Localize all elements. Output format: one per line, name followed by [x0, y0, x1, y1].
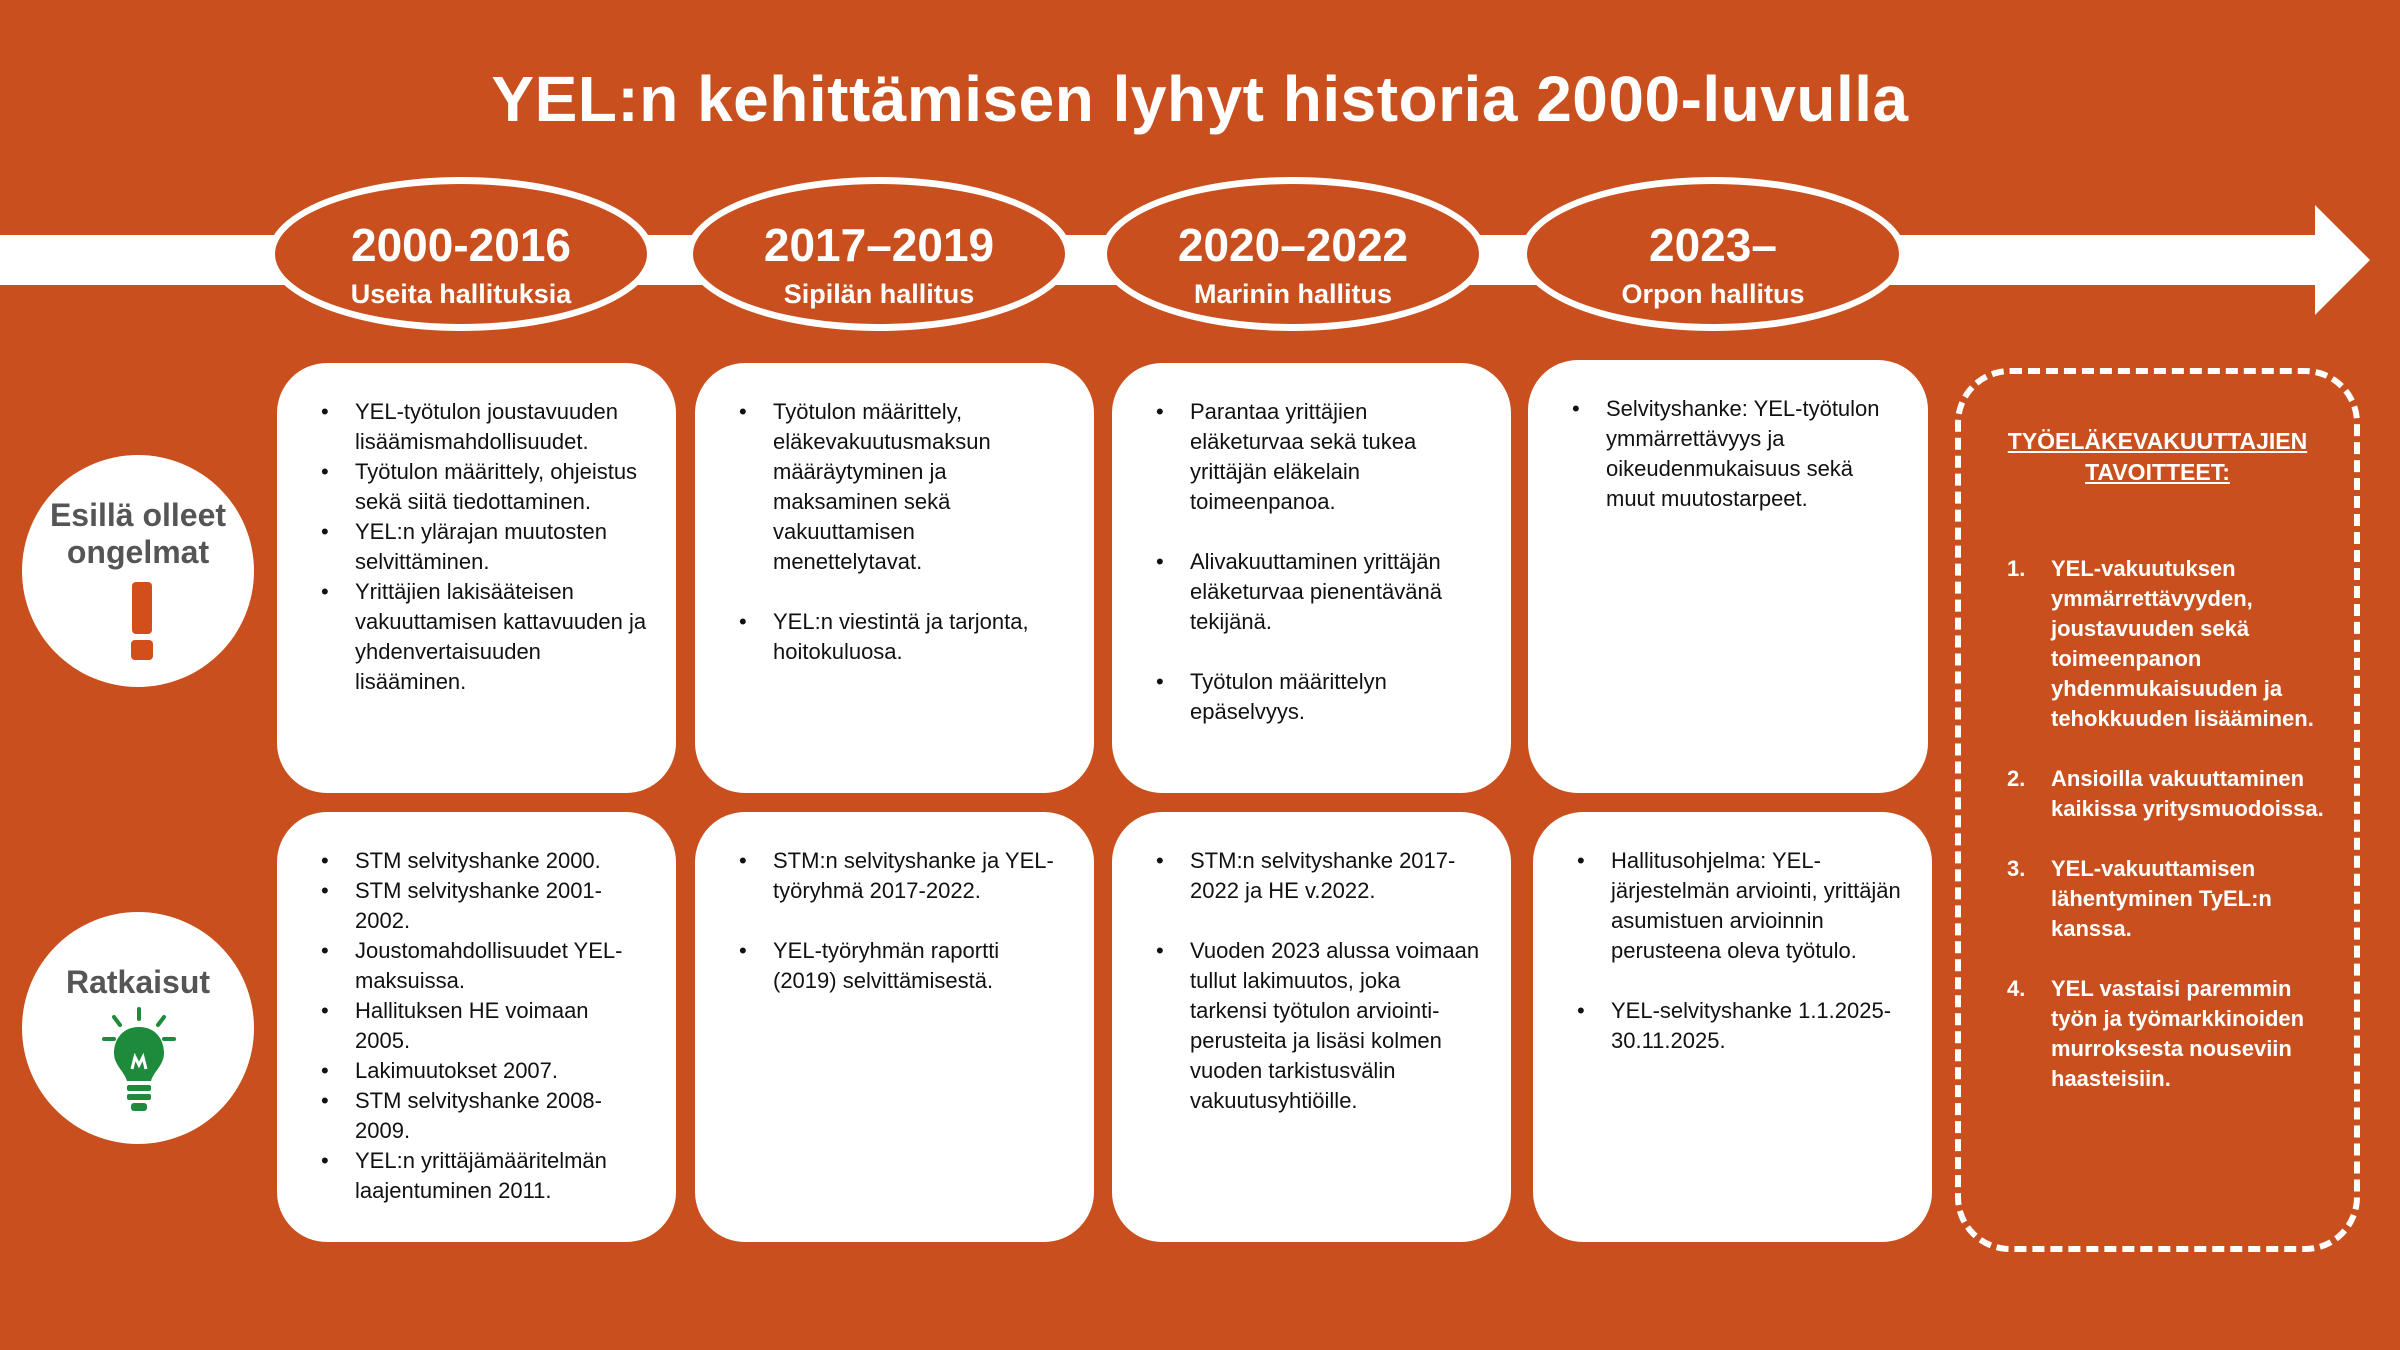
list-item: • Hallituksen HE voimaan 2005. — [355, 996, 648, 1056]
list-item: • Selvityshanke: YEL-työtulon ymmärrettävyys ja oikeudenmukaisuus sekä muut muutostarpeet. — [1606, 394, 1900, 514]
list-item: • YEL:n yrittäjämääritelmän laajentuminen 2011. — [355, 1146, 648, 1206]
list-item: • Vuoden 2023 alussa voimaan tullut lakimuutos, joka tarkensi työtulon arviointi-perusteita ja lisäsi kolmen vuoden tarkistusvälin vakuutusyhtiöille. — [1190, 936, 1483, 1116]
problems-card-2023 — [1528, 360, 1928, 793]
list-item: • STM selvityshanke 2000. — [355, 846, 648, 876]
solutions-card-2020-2022 — [1112, 812, 1511, 1242]
goals-box — [1955, 368, 2360, 1252]
solutions-card-2017-2019 — [695, 812, 1094, 1242]
goal-number: 4. — [2007, 976, 2026, 1001]
goal-text: YEL-vakuutuksen ymmärrettävyyden, joustavuuden sekä toimeenpanon yhdenmukaisuuden ja tehokkuuden lisääminen. — [2051, 556, 2314, 731]
list-item: • STM:n selvityshanke ja YEL-työryhmä 2017-2022. — [773, 846, 1066, 906]
goal-item — [2007, 554, 2332, 734]
goals-heading-line2: TAVOITTEET: — [2085, 459, 2230, 485]
list-item: • STM selvityshanke 2001-2002. — [355, 876, 648, 936]
goals-heading-line1: TYÖELÄKEVAKUUTTAJIEN — [2007, 428, 2308, 454]
problems-label-line1: Esillä olleet — [49, 497, 227, 533]
goal-number: 1. — [2007, 556, 2026, 581]
goal-number: 3. — [2007, 856, 2026, 881]
timeline-arrow-head — [2315, 205, 2370, 315]
list-item: • YEL-työryhmän raportti (2019) selvittämisestä. — [773, 936, 1066, 996]
list-item: • YEL-työtulon joustavuuden lisäämismahdollisuudet. — [355, 397, 648, 457]
goal-item — [2007, 764, 2332, 824]
list-item: • Työtulon määrittely, ohjeistus sekä siitä tiedottaminen. — [355, 457, 648, 517]
list-item: • STM selvityshanke 2008-2009. — [355, 1086, 648, 1146]
period-oval-2023 — [1520, 177, 1906, 331]
list-item: • Työtulon määrittely, eläkevakuutusmaksun määräytyminen ja maksaminen sekä vakuuttamisen menettelytavat. — [773, 397, 1066, 577]
period-years: 2000-2016 — [351, 219, 571, 271]
solutions-card-2023 — [1533, 812, 1932, 1242]
solutions-card-2000-2016 — [277, 812, 676, 1242]
goals-heading — [1961, 426, 2354, 488]
list-item: • YEL:n viestintä ja tarjonta, hoitokuluosa. — [773, 607, 1066, 667]
problems-card-2017-2019 — [695, 363, 1094, 793]
period-years: 2020–2022 — [1177, 219, 1409, 271]
list-item: • Joustomahdollisuudet YEL-maksuissa. — [355, 936, 648, 996]
list-item: • Työtulon määrittelyn epäselvyys. — [1190, 667, 1483, 727]
goal-text: Ansioilla vakuuttaminen kaikissa yritysmuodoissa. — [2051, 766, 2324, 821]
problems-label-line2: ongelmat — [66, 534, 210, 570]
list-item: • YEL-selvityshanke 1.1.2025-30.11.2025. — [1611, 996, 1904, 1056]
goal-text: YEL-vakuuttamisen lähentyminen TyEL:n kanssa. — [2051, 856, 2272, 941]
solutions-row-label — [22, 912, 254, 1144]
page-title: YEL:n kehittämisen lyhyt historia 2000-luvulla — [491, 63, 1909, 135]
period-years: 2023– — [1649, 219, 1777, 271]
solutions-label: Ratkaisut — [65, 964, 211, 1000]
list-item: • Parantaa yrittäjien eläketurvaa sekä tukea yrittäjän eläkelain toimeenpanoa. — [1190, 397, 1483, 517]
exclamation-icon-dot — [131, 640, 153, 660]
list-item: • Hallitusohjelma: YEL-järjestelmän arviointi, yrittäjän asumistuen arvioinnin perusteena oleva työtulo. — [1611, 846, 1904, 966]
list-item: • YEL:n ylärajan muutosten selvittäminen. — [355, 517, 648, 577]
period-government: Sipilän hallitus — [783, 279, 975, 309]
goals-list — [2007, 554, 2332, 1124]
list-item: • Lakimuutokset 2007. — [355, 1056, 648, 1086]
period-years: 2017–2019 — [763, 219, 995, 271]
list-item: • Alivakuuttaminen yrittäjän eläketurvaa pienentävänä tekijänä. — [1190, 547, 1483, 637]
list-item: • Yrittäjien lakisääteisen vakuuttamisen kattavuuden ja yhdenvertaisuuden lisääminen. — [355, 577, 648, 697]
period-oval-2000-2016 — [268, 177, 654, 331]
period-government: Marinin hallitus — [1193, 279, 1393, 309]
period-government: Orpon hallitus — [1621, 279, 1805, 309]
goal-item — [2007, 974, 2332, 1094]
problems-card-2020-2022 — [1112, 363, 1511, 793]
problems-card-2000-2016 — [277, 363, 676, 793]
period-oval-2020-2022 — [1100, 177, 1486, 331]
goal-item — [2007, 854, 2332, 944]
period-government: Useita hallituksia — [350, 279, 572, 309]
period-oval-2017-2019 — [686, 177, 1072, 331]
goal-text: YEL vastaisi paremmin työn ja työmarkkinoiden murroksesta nouseviin haasteisiin. — [2051, 976, 2305, 1091]
lightbulb-icon — [102, 1007, 176, 1117]
goal-number: 2. — [2007, 766, 2026, 791]
list-item: • STM:n selvityshanke 2017-2022 ja HE v.2022. — [1190, 846, 1483, 906]
exclamation-icon — [132, 582, 152, 634]
